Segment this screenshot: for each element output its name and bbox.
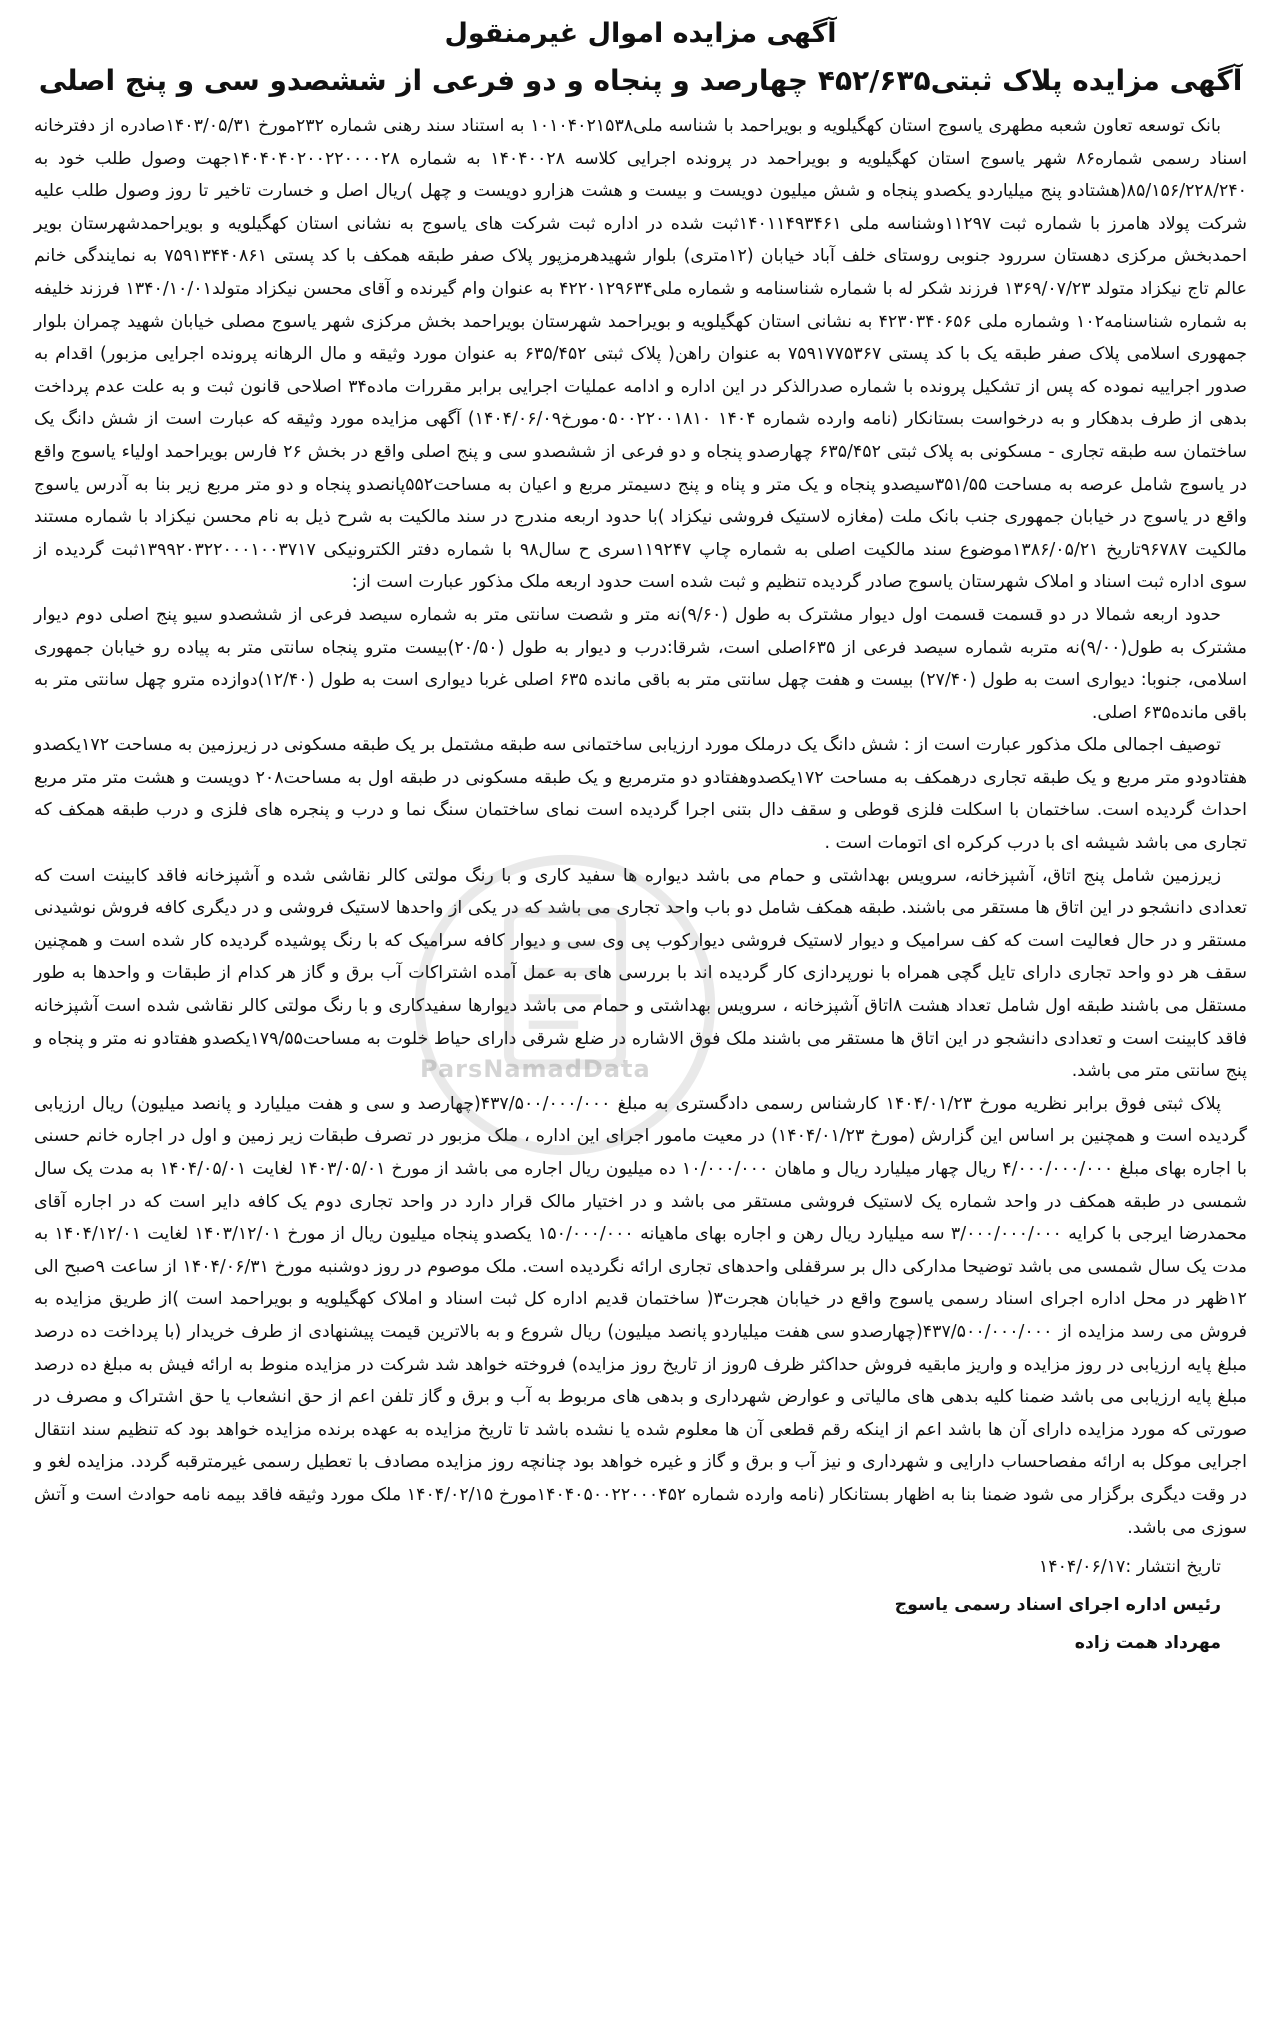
notice-body <box>34 110 1247 1544</box>
paragraph-description: توصیف اجمالی ملک مذکور عبارت است از : شش دانگ یک درملک مورد ارزیابی ساختمانی سه طبقه مشتمل بر یک طبقه مسکونی در زیرزمین به مساحت ۱۷۲یکصدو هفتادودو متر مربع و یک طبقه تجاری درهمکف به مساحت ۱۷۲یکصدوهفتادو دو مترمربع و یک طبقه مسکونی در طبقه اول به مساحت۲۰۸ دویست و هشت متر متر مربع احداث گردیده است. ساختمان با اسکلت فلزی قوطی و سقف دال بتنی اجرا گردیده است نمای ساختمان سنگ نما و درب و پنجره های فلزی و درب طبقه همکف که تجاری می باشد شیشه ای با درب کرکره ای اتومات است . <box>34 735 1247 854</box>
signer-name: مهرداد همت زاده <box>1074 1633 1221 1654</box>
publish-date: تاریخ انتشار :۱۴۰۴/۰۶/۱۷ <box>1038 1557 1221 1578</box>
paragraph-intro: بانک توسعه تعاون شعبه مطهری یاسوج استان کهگیلویه و بویراحمد با شناسه ملی۱۰۱۰۴۰۲۱۵۳۸ به استناد سند رهنی شماره ۲۳۲مورخ ۱۴۰۳/۰۵/۳۱صادره از دفترخانه اسناد رسمی شماره۸۶ شهر یاسوج استان کهگیلویه و بویراحمد در پرونده اجرایی کلاسه ۱۴۰۴۰۰۲۸ به شماره ۱۴۰۴۰۴۰۲۰۰۲۲۰۰۰۰۲۸جهت وصول طلب خود به ۸۵/۱۵۶/۲۲۸/۲۴۰(هشتادو پنج میلیاردو یکصدو پنجاه و شش میلیون دویست و بیست و هشت هزارو دویست و چهل )ریال اصل و خسارت تاخیر تا روز وصول طلب علیه شرکت پولاد هامرز با شماره ثبت ۱۱۲۹۷وشناسه ملی ۱۴۰۱۱۴۹۳۴۶۱ثبت شده در اداره ثبت شرکت های یاسوج به نشانی استان کهگیلویه و بویراحمدشهرستان بویر احمدبخش مرکزی دهستان سررود جنوبی روستای خلف آباد خیابان (۱۲متری) بلوار شهیدهرمزپور پلاک صفر طبقه همکف با کد پستی ۷۵۹۱۳۴۴۰۸۶۱ به نمایندگی خانم عالم تاج نیکزاد متولد ۱۳۶۹/۰۷/۲۳ فرزند شکر له با شماره شناسنامه و شماره ملی۴۲۲۰۱۲۹۶۳۴ به عنوان وام گیرنده و آقای محسن نیکزاد متولد۱۳۴۰/۱۰/۰۱ فرزند خلیفه به شماره شناسنامه۱۰۲ وشماره ملی ۴۲۳۰۳۴۰۶۵۶ به نشانی استان کهگیلویه و بویراحمد شهرستان بویراحمد بخش مرکزی شهر یاسوج مصلی خیابان شهید چمران بلوار جمهوری اسلامی پلاک صفر طبقه یک با کد پستی ۷۵۹۱۷۷۵۳۶۷ به عنوان راهن( پلاک ثبتی ۶۳۵/۴۵۲ به عنوان مورد وثیقه و مال الرهانه پرونده اجرایی مزبور) اقدام به صدور اجراییه نموده که پس از تشکیل پرونده با شماره صدرالذکر در این اداره و ادامه عملیات اجرایی برابر مقررات ماده۳۴ اصلاحی قانون ثبت و به علت عدم پرداخت بدهی از طرف بدهکار و به درخواست بستانکار (نامه وارده شماره ۱۴۰۴ ۰۵۰۰۲۲۰۰۱۸۱۰مورخ۱۴۰۴/۰۶/۰۹) آگهی مزایده مورد وثیقه که عبارت است از شش دانگ یک ساختمان سه طبقه تجاری - مسکونی به پلاک ثبتی ۶۳۵/۴۵۲ چهارصدو پنجاه و دو فرعی از ششصدو سی و پنج اصلی واقع در بخش ۲۶ فارس بویراحمد اولیاء یاسوج واقع در یاسوج شامل عرصه به مساحت ۳۵۱/۵۵سیصدو پنجاه و یک متر و پناه و پنج دسیمتر مربع و اعیان به مساحت۵۵۲پانصدو پنجاه و دو متر مربع زیر بنا به آدرس یاسوج واقع در یاسوج در خیابان جمهوری جنب بانک ملت (مغازه لاستیک فروشی نیکزاد )با حدود اربعه مندرج در سند مالکیت به شرح ذیل به نام محسن نیکزاد با شماره مستند مالکیت ۹۶۷۸۷تاریخ ۱۳۸۶/۰۵/۲۱موضوع سند مالکیت اصلی به شماره چاپ ۱۱۹۲۴۷سری ح سال۹۸ با شماره دفتر الکترونیکی ۱۳۹۹۲۰۳۲۲۰۰۰۱۰۰۳۷۱۷ثبت گردیده از سوی اداره ثبت اسناد و املاک شهرستان یاسوج صادر گردیده تنظیم و ثبت شده است حدود اربعه ملک مذکور عبارت است از: <box>34 116 1248 593</box>
notice-footer <box>34 1548 1247 1662</box>
notice-title: آگهی مزایده اموال غیرمنقول <box>444 18 837 49</box>
signer-title: رئیس اداره اجرای اسناد رسمی یاسوج <box>894 1595 1221 1616</box>
paragraph-valuation-auction: پلاک ثبتی فوق برابر نظریه مورخ ۱۴۰۴/۰۱/۲۳ کارشناس رسمی دادگستری به مبلغ ۴۳۷/۵۰۰/۰۰۰/۰۰۰(چهارصد و سی و هفت میلیارد و پانصد میلیون) ریال ارزیابی گردیده است و همچنین بر اساس این گزارش (مورخ ۱۴۰۴/۰۱/۲۳) در معیت مامور اجرای این اداره ، ملک مزبور در تصرف طبقات زیر زمین و اول در اجاره خانم حسنی با اجاره بهای مبلغ ۴/۰۰۰/۰۰۰/۰۰۰ ریال چهار میلیارد ریال و ماهان ۱۰/۰۰۰/۰۰۰ ده میلیون ریال اجاره می باشد از مورخ ۱۴۰۳/۰۵/۰۱ لغایت ۱۴۰۴/۰۵/۰۱ به مدت یک سال شمسی در طبقه همکف در واحد شماره یک لاستیک فروشی مستقر می باشد و در اختیار مالک قرار دارد در واحد تجاری دوم یک کافه دایر است که در اجاره آقای محمدرضا ایرجی با کرایه ۳/۰۰۰/۰۰۰/۰۰۰ سه میلیارد ریال رهن و اجاره بهای ماهیانه ۱۵۰/۰۰۰/۰۰۰ یکصدو پنجاه میلیون ریال از مورخ ۱۴۰۳/۱۲/۰۱ لغایت ۱۴۰۴/۱۲/۰۱ به مدت یک سال شمسی می باشد توضیحا مدارکی دال بر سرقفلی واحدهای تجاری ارائه نگردیده است. ملک موصوم در روز دوشنبه مورخ ۱۴۰۴/۰۶/۳۱ از ساعت ۹صبح الی ۱۲ظهر در محل اداره اجرای اسناد رسمی یاسوج واقع در خیابان هجرت۳( ساختمان قدیم اداره کل ثبت اسناد و املاک کهگیلویه و بویراحمد است )از طریق مزایده به فروش می رسد مزایده از ۴۳۷/۵۰۰/۰۰۰/۰۰۰(چهارصدو سی هفت میلیاردو پانصد میلیون) ریال شروع و به بالاترین قیمت پیشنهادی از طرف خریدار (با پرداخت ده درصد مبلغ پایه ارزیابی در روز مزایده و واریز مابقیه فروش حداکثر ظرف ۵روز از تاریخ روز مزایده) فروخته خواهد شد شرکت در مزایده منوط به ارائه فیش به مبلغ ده درصد مبلغ پایه ارزیابی می باشد ضمنا کلیه بدهی های مالیاتی و عوارض شهرداری و بدهی های مربوط به آب و برق و گاز تلفن اعم از حق انشعاب یا حق اشتراک و مصرف در صورتی که مورد مزایده دارای آن ها باشد اعم از اینکه رقم قطعی آن ها معلوم شده یا نشده باشد تا تاریخ مزایده به عهده برنده مزایده خواهد بود که تنظیم سند انتقال اجرایی موکل به ارائه مفصاحساب دارایی و شهرداری و نیز آب و برق و گاز و غیره خواهد بود چنانچه روز مزایده مصادف با تعطیل رسمی غیرمترقبه گردد. مزایده لغو و در وقت دیگری برگزار می شود ضمنا بنا به اظهار بستانکار (نامه وارده شماره ۱۴۰۴۰۵۰۰۲۲۰۰۰۴۵۲مورخ ۱۴۰۴/۰۲/۱۵ ملک مورد وثیقه فاقد بیمه نامه حوادث است و آتش سوزی می باشد. <box>34 1093 1248 1538</box>
paragraph-floors: زیرزمین شامل پنج اتاق، آشپزخانه، سرویس بهداشتی و حمام می باشد دیواره ها سفید کاری و با رنگ مولتی کالر نقاشی شده و آشپزخانه فاقد کابینت است که تعدادی دانشجو در این اتاق ها مستقر می باشند. طبقه همکف شامل دو باب واحد تجاری می باشد که در یکی از واحدها لاستیک فروشی و در دیگری کافه فروش نوشیدنی مستقر و در حال فعالیت است که کف سرامیک و دیوار لاستیک فروشی دیوارکوب پی وی سی و دیوار کافه سرامیک که با رنگ پوشیده گردیده کار شده است و همچنین سقف هر دو واحد تجاری دارای تایل گچی همراه با نورپردازی کار گردیده اند با بررسی های به عمل آمده اشتراکات آب برق و گاز هر کدام از طبقات و واحدها به طور مستقل می باشند طبقه اول شامل تعداد هشت ۸اتاق آشپزخانه ، سرویس بهداشتی و حمام می باشد دیوارها سفیدکاری و با رنگ مولتی کالر نقاشی شده است آشپزخانه فاقد کابینت است و تعدادی دانشجو در این اتاق ها مستقر می باشند ملک فوق الاشاره در ضلع شرقی دارای حیاط خلوت به مساحت۱۷۹/۵۵یکصدو هفتادو نه متر و پنجاه و پنج سانتی متر می باشد. <box>34 865 1247 1082</box>
paragraph-boundaries: حدود اربعه شمالا در دو قسمت قسمت اول دیوار مشترک به طول (۹/۶۰)نه متر و شصت سانتی متر به شماره سیصد فرعی از ششصدو سیو پنج اصلی دوم دیوار مشترک به طول(۹/۰۰)نه متربه شماره سیصد فرعی از ۶۳۵اصلی است، شرقا:درب و دیوار به طول (۲۰/۵۰)بیست مترو پنجاه سانتی متر به پیاده رو خیابان جمهوری اسلامی، جنوبا: دیواری است به طول (۲۷/۴۰) بیست و هفت چهل سانتی متر به باقی مانده ۶۳۵ اصلی غربا دیواری است به طول (۱۲/۴۰)دوازده مترو چهل سانتی متر به باقی مانده۶۳۵ اصلی. <box>34 604 1248 723</box>
notice-subtitle: آگهی مزایده پلاک ثبتی۴۵۲/۶۳۵ چهارصد و پنجاه و دو فرعی از ششصدو سی و پنج اصلی <box>38 64 1243 97</box>
watermark-text: ParsNamadData <box>420 1055 651 1083</box>
